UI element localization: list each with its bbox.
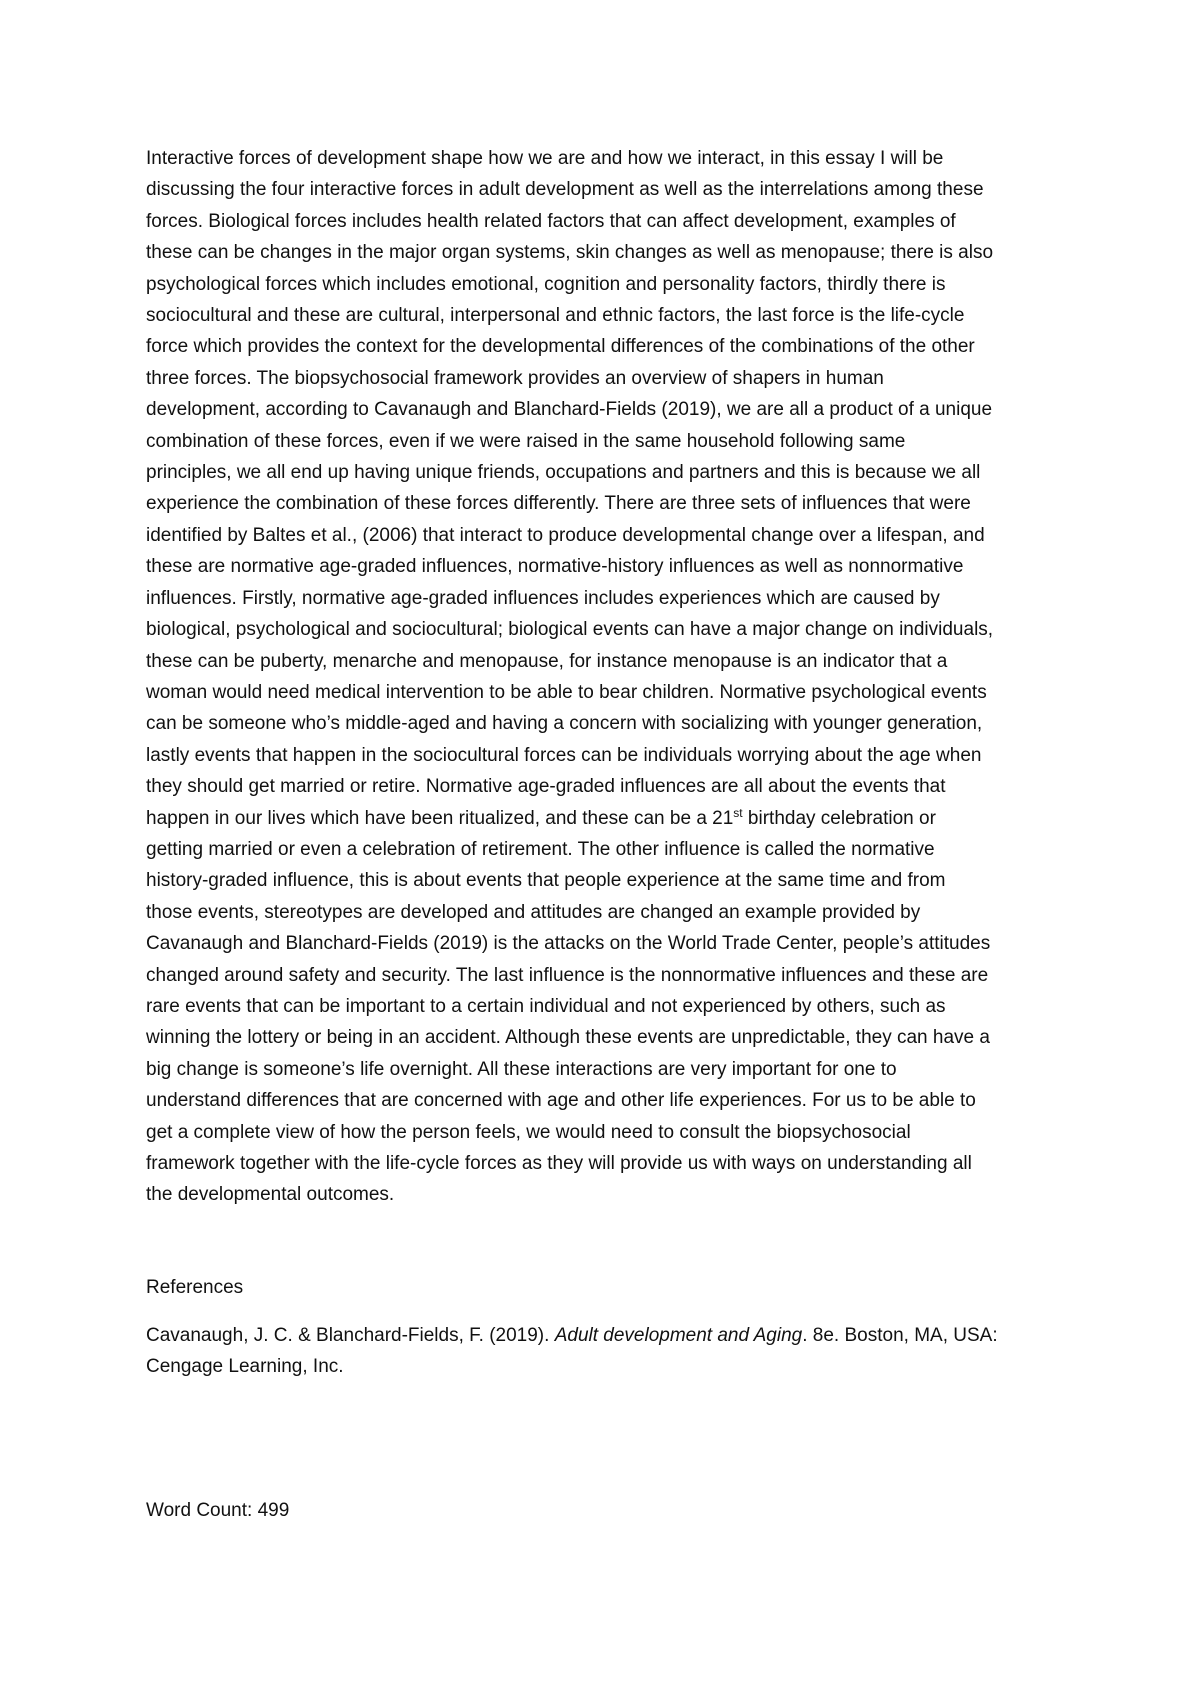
- essay-text: birthday celebration or: [742, 807, 936, 829]
- essay-line: influences. Firstly, normative age-graded influences includes experiences which are caused by: [146, 587, 940, 609]
- essay-text: happen in our lives which have been ritualized, and these can be a 21: [146, 807, 734, 829]
- essay-line: these can be puberty, menarche and menopause, for instance menopause is an indicator that a: [146, 650, 948, 672]
- essay-line: lastly events that happen in the sociocultural forces can be individuals worrying about the age when: [146, 744, 982, 766]
- reference-publisher: Cengage Learning, Inc.: [146, 1356, 344, 1378]
- essay-body: [146, 143, 1066, 1211]
- essay-line: experience the combination of these forces differently. There are three sets of influences that were: [146, 493, 971, 515]
- essay-line: woman would need medical intervention to be able to bear children. Normative psychological events: [146, 681, 987, 703]
- essay-line: can be someone who’s middle-aged and having a concern with socializing with younger generation,: [146, 713, 983, 735]
- reference-authors: Cavanaugh, J. C. & Blanchard-Fields, F. (2019).: [146, 1325, 555, 1346]
- essay-line: combination of these forces, even if we were raised in the same household following same: [146, 430, 906, 452]
- references-heading: References: [146, 1277, 244, 1298]
- essay-line: forces. Biological forces includes health related factors that can affect development, examples of: [146, 210, 956, 232]
- essay-line: big change is someone’s life overnight. All these interactions are very important for one to: [146, 1058, 897, 1080]
- essay-line: psychological forces which includes emotional, cognition and personality factors, thirdly there is: [146, 273, 946, 295]
- essay-line: rare events that can be important to a certain individual and not experienced by others, such as: [146, 995, 946, 1017]
- essay-line: three forces. The biopsychosocial framework provides an overview of shapers in human: [146, 367, 884, 389]
- essay-line: development, according to Cavanaugh and Blanchard-Fields (2019), we are all a product of a unique: [146, 399, 993, 421]
- essay-line: identified by Baltes et al., (2006) that interact to produce developmental change over a lifespan, and: [146, 524, 985, 546]
- essay-line: winning the lottery or being in an accident. Although these events are unpredictable, they can have a: [146, 1027, 990, 1049]
- essay-line: get a complete view of how the person feels, we would need to consult the biopsychosocial: [146, 1121, 911, 1143]
- reference-line: [146, 1320, 1066, 1351]
- essay-line: getting married or even a celebration of retirement. The other influence is called the normative: [146, 838, 935, 860]
- essay-line: history-graded influence, this is about events that people experience at the same time and from: [146, 870, 946, 892]
- essay-line: force which provides the context for the developmental differences of the combinations of the other: [146, 336, 975, 358]
- ordinal-superscript: st: [733, 805, 743, 820]
- essay-line: understand differences that are concerned with age and other life experiences. For us to be able to: [146, 1090, 976, 1112]
- essay-line-with-superscript: [146, 803, 1066, 834]
- essay-line: the developmental outcomes.: [146, 1184, 395, 1206]
- reference-edition: . 8e. Boston, MA, USA:: [802, 1325, 998, 1346]
- word-count: Word Count: 499: [146, 1500, 290, 1521]
- essay-line: these can be changes in the major organ systems, skin changes as well as menopause; there is also: [146, 242, 994, 264]
- essay-line: principles, we all end up having unique friends, occupations and partners and this is because we all: [146, 462, 981, 484]
- essay-line: framework together with the life-cycle forces as they will provide us with ways on understanding all: [146, 1153, 972, 1174]
- essay-line: Interactive forces of development shape how we are and how we interact, in this essay I will be: [146, 148, 944, 169]
- essay-line: those events, stereotypes are developed and attitudes are changed an example provided by: [146, 901, 921, 923]
- essay-line: these are normative age-graded influences, normative-history influences as well as nonnormative: [146, 556, 964, 578]
- essay-line: discussing the four interactive forces in adult development as well as the interrelations among these: [146, 179, 984, 201]
- essay-line: biological, psychological and sociocultural; biological events can have a major change on individuals,: [146, 619, 994, 641]
- reference-entry: [146, 1320, 1066, 1383]
- essay-line: changed around safety and security. The last influence is the nonnormative influences and these are: [146, 964, 989, 986]
- essay-line: sociocultural and these are cultural, interpersonal and ethnic factors, the last force is the life-cycle: [146, 305, 965, 327]
- essay-line: they should get married or retire. Normative age-graded influences are all about the events that: [146, 776, 946, 798]
- reference-title: Adult development and Aging: [554, 1325, 803, 1346]
- essay-line: Cavanaugh and Blanchard-Fields (2019) is the attacks on the World Trade Center, people’s attitudes: [146, 933, 991, 955]
